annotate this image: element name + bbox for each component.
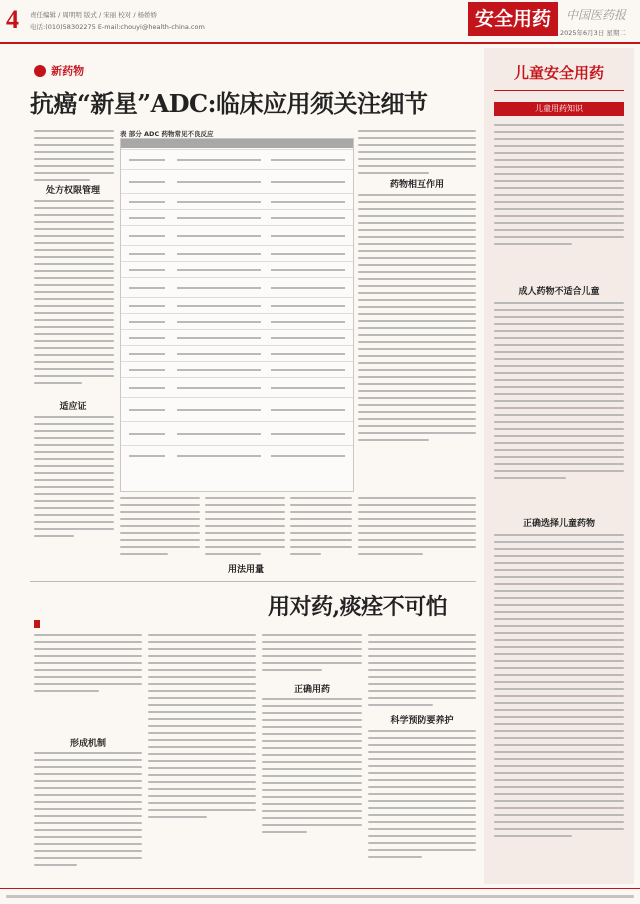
table-row (121, 209, 353, 226)
body-text (34, 752, 142, 871)
body-text (358, 130, 476, 179)
body-text (368, 634, 476, 711)
right-column (484, 48, 634, 884)
table-row (121, 361, 353, 378)
table-row (121, 261, 353, 278)
table-row (121, 313, 353, 330)
table-row (121, 329, 353, 346)
right-title: 儿童安全用药 (513, 64, 604, 82)
page-header (0, 0, 640, 44)
body-text (34, 634, 142, 697)
right-subhead: 成人药物不适合儿童 (518, 287, 600, 297)
adc-table (120, 138, 354, 492)
table-title: 表 部分 ADC 药物常见不良反应 (120, 130, 214, 138)
body-text (358, 497, 476, 560)
subhead: 科学预防要养护 (390, 716, 454, 726)
editor-line: 责任编辑 / 周明明 版式 / 宋丽 校对 / 杨娇娇 (30, 11, 158, 19)
right-subtitle-box (494, 102, 624, 116)
page-footer (0, 888, 640, 904)
table-row (121, 297, 353, 314)
body-text (120, 497, 200, 560)
body-text (358, 194, 476, 446)
table-header (121, 139, 353, 148)
subhead: 药物相互作用 (389, 180, 444, 190)
subhead: 处方权限管理 (45, 186, 100, 196)
body-text (34, 130, 114, 186)
body-text (494, 302, 624, 484)
body-text (290, 497, 352, 560)
tag-icon (34, 620, 40, 628)
issue-date: 2025年6月3日 星期二 (560, 29, 626, 37)
table-row (121, 345, 353, 362)
table-row (121, 277, 353, 298)
body-text (494, 534, 624, 842)
body-text (34, 200, 114, 389)
headline: 抗癌“新星”ADC:临床应用须关注细节 (30, 89, 428, 118)
body-text (262, 634, 362, 676)
table-row (121, 421, 353, 446)
right-subtitle: 儿童用药知识 (535, 104, 583, 113)
table-row (121, 397, 353, 422)
contact-line: 电话:(010)58302275 E-mail:chouyi@health-china.com (30, 23, 205, 31)
subhead: 形成机制 (69, 739, 106, 749)
table-row (121, 193, 353, 210)
subhead: 适应证 (59, 402, 87, 412)
table-row (121, 377, 353, 398)
section-title: 安全用药 (468, 2, 558, 36)
body-text (368, 730, 476, 863)
bottom-headline: 用对药,痰痊不可怕 (268, 594, 448, 620)
table-row (121, 445, 353, 466)
kicker: 新药物 (34, 60, 84, 79)
table-row (121, 225, 353, 246)
body-text (205, 497, 285, 560)
table-row (121, 149, 353, 170)
right-subhead: 正确选择儿童药物 (522, 519, 595, 529)
table-row (121, 169, 353, 194)
table-row (121, 245, 353, 262)
page-number: 4 (6, 5, 19, 34)
subhead: 正确用药 (293, 685, 330, 695)
new-drug-icon (34, 65, 46, 77)
body-text (34, 416, 114, 542)
paper-name: 中国医药报 (566, 8, 627, 22)
subhead-dosage: 用法用量 (227, 565, 264, 575)
body-text (148, 634, 256, 823)
body-text (262, 698, 362, 838)
body-text (494, 124, 624, 250)
